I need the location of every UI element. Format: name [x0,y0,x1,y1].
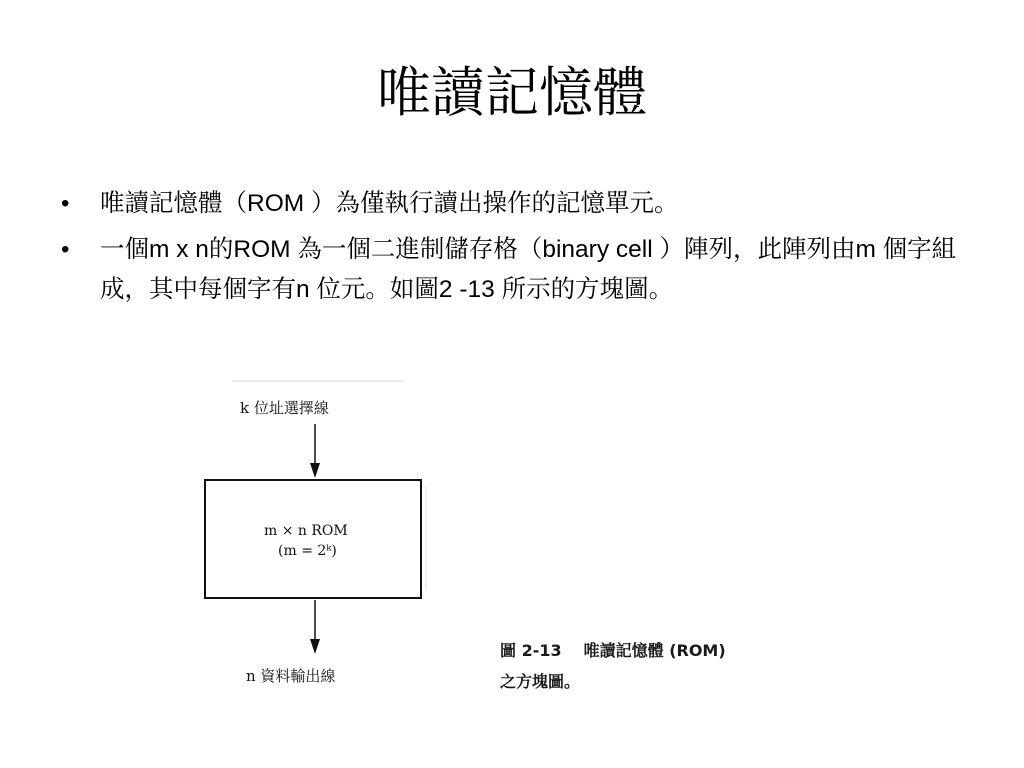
caption-second-line: 之方塊圖。 [500,672,581,691]
bullet-marker: • [61,190,70,217]
figure-caption [500,635,726,697]
bullet-text: 一個m x n的ROM 為一個二進制儲存格（binary cell ）陣列，此陣列由m 個字組成，其中每個字有n 位元。如圖2 -13 所示的方塊圖。 [100,236,957,303]
caption-figure-number: 圖 2-13 [500,641,562,660]
caption-first-line [500,635,726,666]
caption-title: 唯讀記憶體 (ROM) [583,641,726,660]
input-arrow-head [310,463,320,478]
data-output-lines-label: n 資料輸出線 [246,667,336,685]
rom-block [205,480,421,598]
bullet-text: 唯讀記憶體（ROM ）為僅執行讀出操作的記憶單元。 [100,190,679,217]
rom-block-formula: (m = 2ᵏ) [278,543,337,559]
slide-title: 唯讀記憶體 [377,61,647,124]
rom-block-label: m × n ROM [264,523,348,539]
output-arrow-head [310,639,320,654]
address-lines-label: k 位址選擇線 [240,399,329,417]
bullet-marker: • [61,236,70,263]
